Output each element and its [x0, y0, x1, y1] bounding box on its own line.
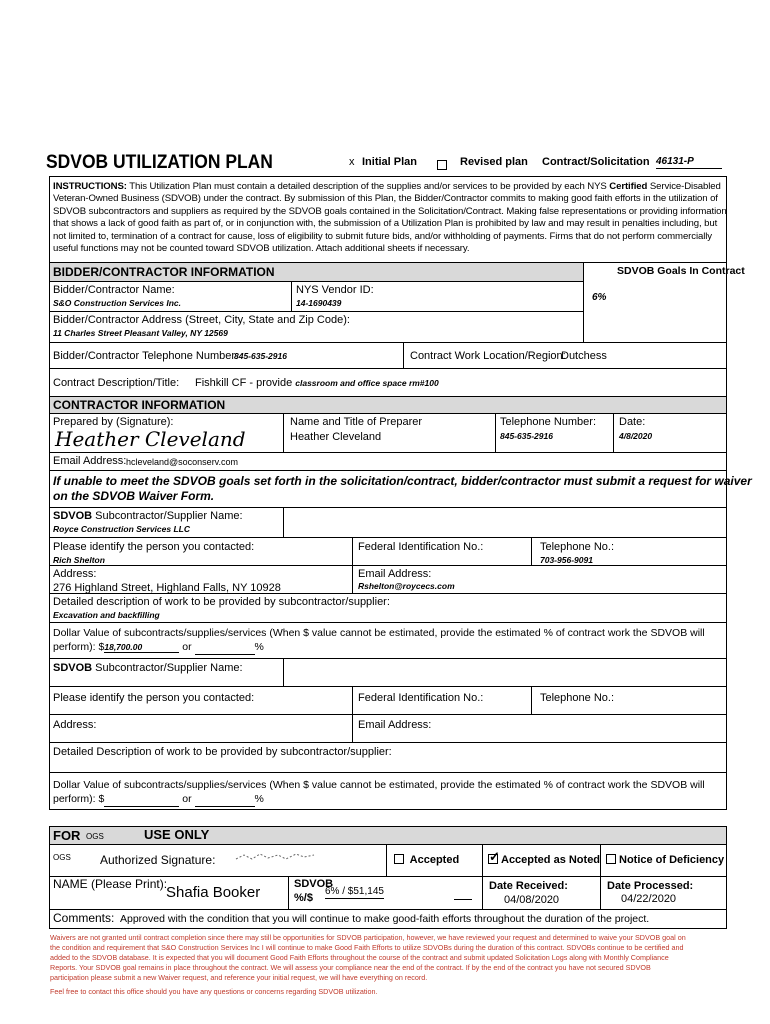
bidder-phone-value[interactable]: 845-635-2916	[234, 351, 287, 361]
accepted-option[interactable]	[394, 854, 459, 867]
instructions-text: that shows a lack of good faith as part of, or in conjunction with, the submission of a Utilization Plan is prohibited by law and may result in penalties including, but	[53, 218, 718, 230]
page-title: SDVOB UTILIZATION PLAN	[46, 152, 273, 173]
auth-signature-label: Authorized Signature:	[100, 853, 216, 867]
contract-desc-value[interactable]	[195, 377, 439, 390]
sub2-pct-input[interactable]	[195, 793, 255, 807]
contract-desc-value-a: Fishkill CF - provide	[195, 377, 293, 389]
sdvob-pct-label-2: %/$	[294, 892, 313, 904]
vendor-id-label: NYS Vendor ID:	[296, 284, 374, 296]
instructions-text: Service-Disabled	[647, 181, 721, 192]
contractor-phone-label: Telephone Number:	[500, 416, 597, 428]
instructions	[53, 181, 727, 255]
bidder-section-title: BIDDER/CONTRACTOR INFORMATION	[53, 265, 275, 279]
sub1-pct: %	[254, 641, 264, 653]
email-value[interactable]: hcleveland@soconserv.com	[126, 457, 239, 467]
date-processed-label: Date Processed:	[607, 880, 694, 892]
sub2-contact-label: Please identify the person you contacted:	[53, 692, 255, 704]
sub2-or: or	[179, 793, 195, 805]
checkbox-icon	[394, 854, 404, 864]
contractor-phone-value[interactable]: 845-635-2916	[500, 431, 553, 441]
sub1-sdvob-label: SDVOB	[53, 510, 93, 522]
sdvob-pct-label-1: SDVOB	[294, 878, 334, 890]
contract-number[interactable]: 46131-P	[656, 155, 722, 169]
instructions-certified: Certified	[609, 181, 648, 192]
bidder-address-label: Bidder/Contractor Address (Street, City, State and Zip Code):	[53, 314, 350, 326]
sub1-name-value[interactable]: Royce Construction Services LLC	[53, 524, 190, 534]
date-received-label: Date Received:	[489, 880, 568, 892]
sub1-contact-value[interactable]: Rich Shelton	[53, 555, 105, 565]
sub2-sdvob-label: SDVOB	[53, 662, 93, 674]
footer-line: participation please submit a new Waiver request, and reference your initial request, we will have everything on record.	[50, 973, 428, 982]
instructions-text: useful functions may not be counted toward SDVOB utilization. Attach additional sheets if necessary.	[53, 243, 470, 255]
sub1-address-label: Address:	[53, 568, 97, 580]
email-label: Email Address:	[53, 455, 127, 467]
sub1-email-value[interactable]: Rshelton@roycecs.com	[358, 581, 455, 591]
revised-plan-checkbox[interactable]	[437, 156, 450, 174]
contract-solicitation-label: Contract/Solicitation	[542, 156, 650, 168]
notice-deficiency-option[interactable]	[606, 854, 724, 867]
sub2-name-label	[53, 662, 243, 675]
sub2-fed-label: Federal Identification No.:	[358, 692, 484, 704]
sub2-address-label: Address:	[53, 719, 97, 731]
instructions-text: This Utilization Plan must contain a detailed description of the supplies and/or services to be provided by each NYS	[129, 181, 610, 192]
auth-signature[interactable]	[234, 850, 318, 862]
footer-contact: Feel free to contact this office should you have any questions or concerns regarding SDVOB utilization.	[50, 987, 378, 996]
sub2-dollar-row	[53, 793, 264, 807]
work-location-value[interactable]: Dutchess	[561, 350, 607, 362]
preparer-name-title-label: Name and Title of Preparer	[290, 416, 423, 428]
comments-label: Comments:	[53, 911, 115, 925]
signature-scribble-icon	[234, 851, 318, 863]
sub1-pct-input[interactable]	[195, 641, 255, 655]
date-received-value[interactable]: 04/08/2020	[504, 894, 560, 906]
sub1-phone-value[interactable]: 703-956-9091	[540, 555, 593, 565]
sub1-name-label-text: Subcontractor/Supplier Name:	[92, 510, 243, 522]
initial-plan-mark: x	[349, 156, 355, 168]
initial-plan-label: Initial Plan	[362, 156, 418, 168]
ogs-small-label: OGS	[86, 832, 104, 841]
checkbox-icon	[606, 854, 616, 864]
date-value[interactable]: 4/8/2020	[619, 431, 653, 441]
sub2-name-label-text: Subcontractor/Supplier Name:	[92, 662, 243, 674]
work-location-label: Contract Work Location/Region:	[410, 350, 566, 362]
instructions-label: INSTRUCTIONS:	[53, 181, 127, 192]
sub1-work-label: Detailed description of work to be provided by subcontractor/supplier:	[53, 596, 390, 608]
sub2-dollar-label: Dollar Value of subcontracts/supplies/services (When $ value cannot be estimated, provide the estimated % of contract work the SDVOB will	[53, 779, 705, 791]
instructions-text: not limited to, termination of a contract for cause, loss of eligibility to submit future bids, and/or withholding of payments. Firms that do not perform commercially	[53, 230, 712, 242]
sub2-email-label: Email Address:	[358, 719, 432, 731]
accepted-as-noted-label: Accepted as Noted	[501, 854, 601, 866]
bidder-name-label: Bidder/Contractor Name:	[53, 284, 175, 296]
sub1-email-label: Email Address:	[358, 568, 432, 580]
footer-notice	[50, 933, 686, 983]
sub1-fed-label: Federal Identification No.:	[358, 541, 484, 553]
ogs-use-only-label: USE ONLY	[144, 827, 210, 842]
sub1-contact-label: Please identify the person you contacted:	[53, 541, 255, 553]
checkmark-icon	[488, 854, 498, 864]
date-label: Date:	[619, 416, 646, 428]
ogs-name-value[interactable]: Shafia Booker	[166, 884, 261, 901]
instructions-text: SDVOB subcontractors and suppliers as required by the SDVOB goals contained in the Solicitation/Contract. Making false representations or providing information	[53, 205, 727, 217]
checkbox-icon	[437, 160, 447, 170]
sdvob-goals-title: SDVOB Goals In Contract	[617, 265, 745, 277]
sdvob-goals-value[interactable]: 6%	[592, 292, 607, 303]
footer-line: added to the SDVOB database. It is expected that you will document Good Faith Efforts throughout the course of the contract and submit updated Solicitation Logs along with Monthly Compliance	[50, 953, 669, 962]
sub1-address-value[interactable]: 276 Highland Street, Highland Falls, NY 10928	[53, 582, 281, 594]
waiver-notice	[53, 474, 752, 504]
waiver-notice-line: If unable to meet the SDVOB goals set forth in the solicitation/contract, bidder/contractor must submit a request for waiver	[53, 474, 752, 488]
bidder-name-value[interactable]: S&O Construction Services Inc.	[53, 298, 182, 308]
sub1-name-label	[53, 510, 243, 523]
sub1-dollar-row	[53, 641, 264, 655]
contractor-section-title: CONTRACTOR INFORMATION	[53, 398, 226, 412]
sub2-work-label: Detailed Description of work to be provided by subcontractor/supplier:	[53, 746, 392, 758]
sub1-or: or	[179, 641, 195, 653]
contract-desc-label: Contract Description/Title:	[53, 377, 180, 389]
sdvob-pct-value[interactable]: 6% / $51,145	[325, 886, 384, 897]
sub1-work-value[interactable]: Excavation and backfilling	[53, 610, 160, 620]
prepared-by-label: Prepared by (Signature):	[53, 416, 174, 428]
instructions-text: Veteran-Owned Business (SDVOB) under the contract. By submission of this Plan, the Bidder/Contractor commits to making good faith efforts in the utilization of	[53, 193, 718, 205]
footer-line: Reports. Your SDVOB goal remains in place throughout the contract. We will assess your compliance near the end of the contract. If by the end of the contract you have not secured SDVOB	[50, 963, 651, 972]
footer-line: the condition and requirement that S&O Construction Services Inc I will continue to make Good Faith Efforts to utilize SDVOBs during the duration of this contract. SDVOBs continue to be certified and	[50, 943, 684, 952]
sub1-dollar-value[interactable]: 18,700.00	[104, 642, 179, 653]
ogs-name-label: NAME (Please Print):	[53, 877, 168, 891]
sub1-phone-label: Telephone No.:	[540, 541, 614, 553]
sub2-dollar-prefix: perform): $	[53, 793, 105, 805]
ogs-for-label: FOR	[53, 828, 81, 843]
ogs-small-label-2: OGS	[53, 853, 71, 862]
bidder-phone-label: Bidder/Contractor Telephone Number:	[53, 350, 239, 362]
sub1-dollar-label: Dollar Value of subcontracts/supplies/services (When $ value cannot be estimated, provide the estimated % of contract work the SDVOB will	[53, 627, 705, 639]
sub2-pct: %	[254, 793, 264, 805]
accepted-label: Accepted	[409, 854, 460, 866]
revised-plan-label: Revised plan	[460, 156, 528, 168]
bidder-address-value[interactable]: 11 Charles Street Pleasant Valley, NY 12569	[53, 328, 228, 338]
notice-deficiency-label: Notice of Deficiency	[619, 854, 725, 866]
waiver-notice-line: on the SDVOB Waiver Form.	[53, 489, 215, 503]
preparer-signature[interactable]: Heather Cleveland	[55, 427, 246, 451]
comments-value[interactable]: Approved with the condition that you will continue to make good-faith efforts throughout the duration of the project.	[120, 913, 650, 925]
sub1-dollar-prefix: perform): $	[53, 641, 105, 653]
sub2-dollar-input[interactable]	[104, 793, 179, 807]
contract-desc-value-b: classroom and office space rm#100	[295, 378, 439, 388]
accepted-as-noted-option[interactable]	[488, 854, 600, 867]
footer-line: Waivers are not granted until contract completion since there may still be opportunities for SDVOB participation, however, we have reviewed your request and determined to waive your SDVOB goal on	[50, 933, 686, 942]
vendor-id-value[interactable]: 14-1690439	[296, 298, 342, 308]
preparer-name-value[interactable]: Heather Cleveland	[290, 431, 382, 443]
sub2-phone-label: Telephone No.:	[540, 692, 614, 704]
date-processed-value[interactable]: 04/22/2020	[621, 893, 677, 905]
